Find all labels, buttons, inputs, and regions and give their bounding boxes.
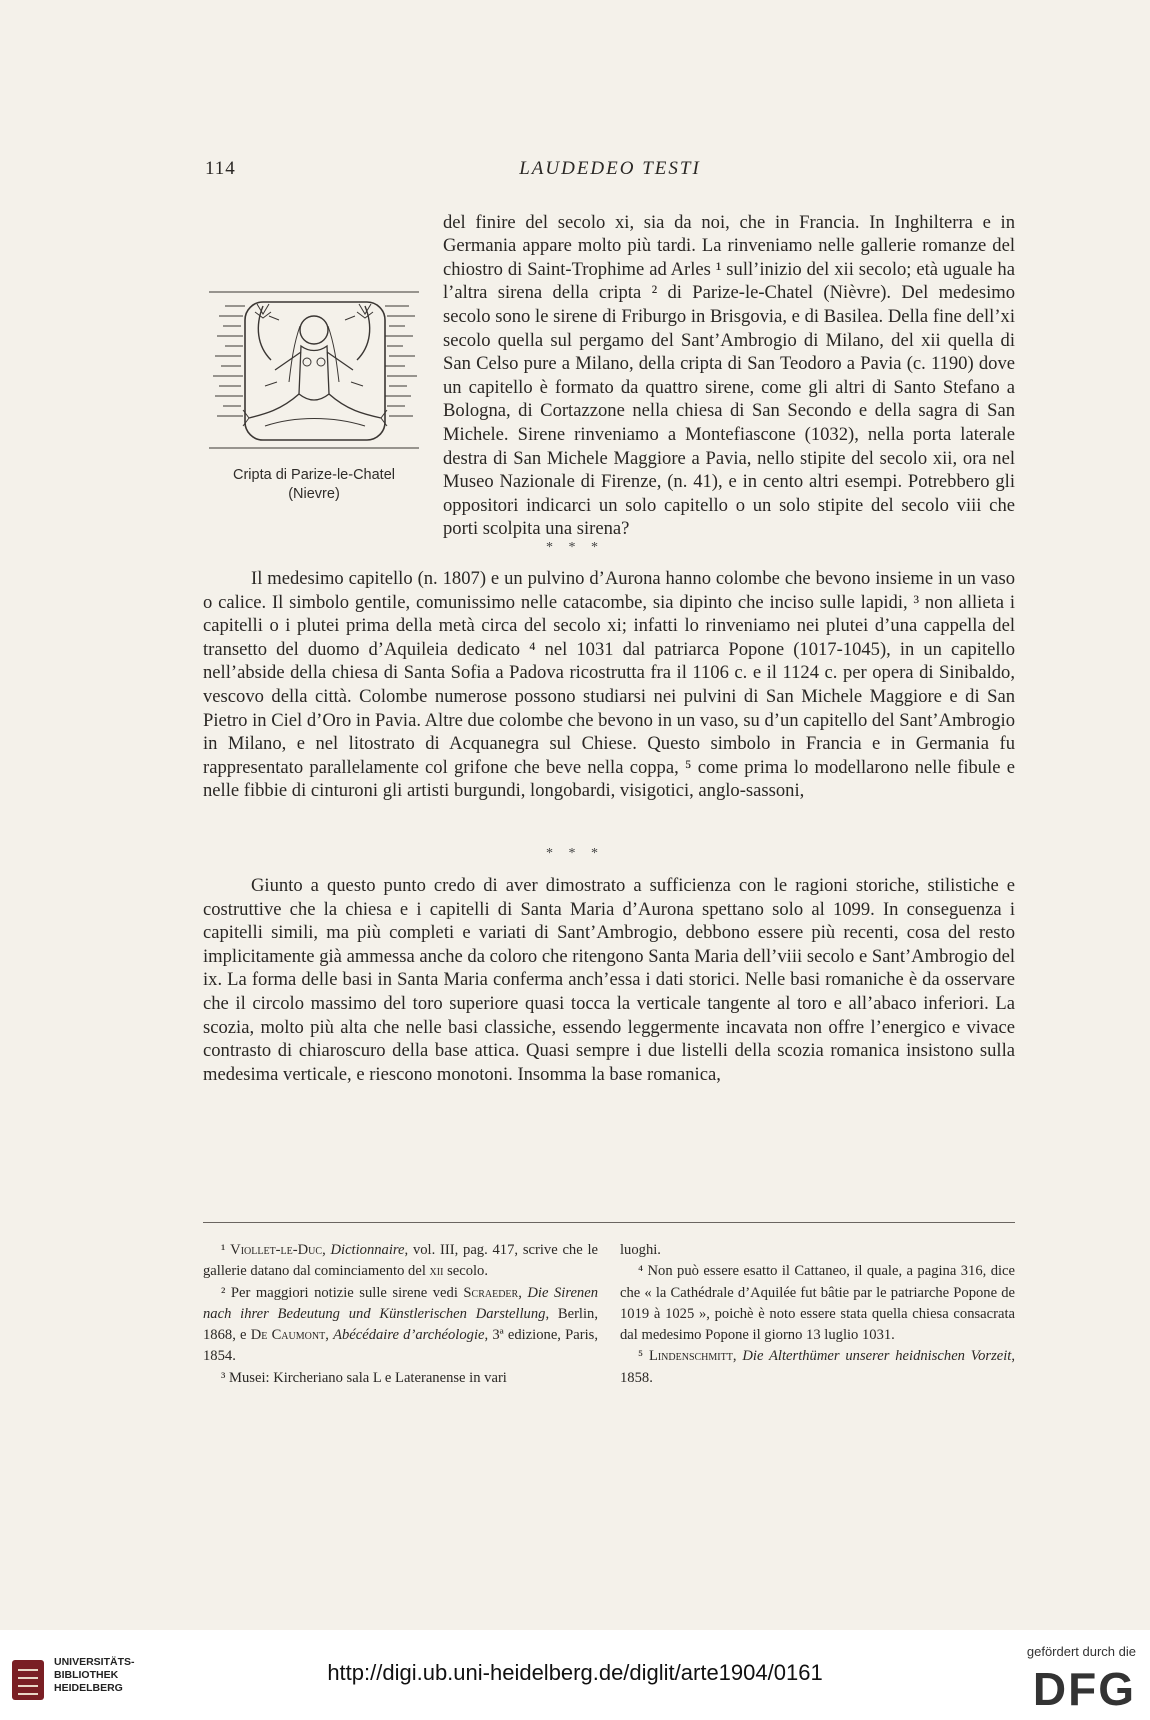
viewer-footer	[0, 1630, 1150, 1720]
footnote-3: ³ Musei: Kircheriano sala L e Lateranense in vari	[221, 1369, 507, 1386]
footnote-rule	[203, 1222, 1015, 1223]
caption-line-2: (Nievre)	[288, 486, 340, 502]
figure-siren	[203, 286, 443, 548]
footnotes-right-column	[620, 1240, 1015, 1389]
running-title: LAUDEDEO TESTI	[519, 158, 701, 179]
library-name-line-3: HEIDELBERG	[54, 1682, 123, 1694]
section-sirens	[203, 192, 1015, 560]
figure-caption	[203, 466, 425, 504]
footnotes-left-column	[203, 1240, 598, 1389]
footnote-5: ⁵ Lindenschmitt, Die Alterthümer unserer heidnischen Vorzeit, 1858.	[620, 1348, 1016, 1386]
running-header	[205, 158, 1015, 184]
library-name-line-1: UNIVERSITÄTS-	[54, 1656, 135, 1668]
section-separator: * * *	[546, 540, 604, 555]
footnote-4: ⁴ Non può essere esatto il Cattaneo, il quale, a pagina 316, dice che « la Cathédrale d’Aquilée fut bâtie par le patriarche Popone de 1019 à 1025 », poichè è noto essere stata quella chiesa consacrata dal medesimo Popone il giorno 13 luglio 1031.	[620, 1263, 1015, 1344]
section-separator: * * *	[546, 846, 604, 861]
footnote-3-cont: luoghi.	[620, 1242, 661, 1258]
dfg-logo[interactable]: DFG	[1032, 1663, 1136, 1715]
siren-engraving-image	[205, 286, 423, 454]
footnote-2: ² Per maggiori notizie sulle sirene vedi Scraeder, Die Sirenen nach ihrer Bedeutung und Künstlerischen Darstellung, Berlin, 1868, e De Caumont, Abécédaire d’archéologie, 3ª edizione, Paris, 1854.	[203, 1284, 599, 1365]
library-name-line-2: BIBLIOTHEK	[54, 1669, 119, 1681]
page-number: 114	[205, 158, 236, 179]
section-bases	[203, 874, 1015, 1086]
paragraph-doves: Il medesimo capitello (n. 1807) e un pulvino d’Aurona hanno colombe che bevono insieme in un vaso o calice. Il simbolo gentile, comunissimo nelle catacombe, sia dipinto che inciso sulle lapidi, ³ non allieta i capitelli o i plutei prima della metà circa del secolo xi; infatti lo rinveniamo nei plutei d’una cappella del transetto del duomo d’Aquileia dedicato ⁴ nel 1031 dal patriarca Popone (1017-1045), in un capitello nell’abside della chiesa di Santa Sofia a Padova ricostrutta fra il 1106 c. e il 1124 c. per opera di Sinibaldo, vescovo della città. Colombe numerose possono studiarsi nei pulvini di San Michele Maggiore e di San Pietro in Ciel d’Oro in Pavia. Altre due colombe che bevono in un vaso, su d’un capitello del Sant’Ambrogio in Milano, e nel litostrato di Acquanegra sul Chiese. Questo simbolo in Francia e in Germania fu rappresentato parallelamente col grifone che beve nella coppa, ⁵ come prima lo modellarono nelle fibule e nelle fibbie di cinturoni gli artisti burgundi, longobardi, visigotici, anglo-sassoni,	[203, 568, 1015, 802]
footnote-1: ¹ Viollet-le-Duc, Dictionnaire, vol. III, pag. 417, scrive che le gallerie datano dal cominciamento del xii secolo.	[203, 1242, 598, 1280]
paragraph-bases: Giunto a questo punto credo di aver dimostrato a sufficienza con le ragioni storiche, stilistiche e costruttive che la chiesa e i capitelli di Santa Maria d’Aurona spettano solo al 1099. In conseguenza i capitelli simili, ma più completi e variati di Sant’Ambrogio, debbono essere più recenti, cosa del resto implicitamente già ammessa anche da coloro che ritengono Santa Maria dell’viii secolo e Sant’Ambrogio del ix. La forma delle basi in Santa Maria conferma anch’essa i dati storici. Nelle basi romaniche è da osservare che il circolo massimo del toro superiore quasi tocca la verticale tangente al toro e all’abaco inferiori. La scozia, molto più alta che nelle basi classiche, essendo leggermente incavata non offre l’energico e vivace contrasto di chiaroscuro della base attica. Quasi sempre i due listelli della scozia romanica insistono sulla medesima verticale, e riescono monotoni. Insomma la base romanica,	[203, 875, 1015, 1085]
section-doves	[203, 567, 1015, 803]
permalink-url[interactable]: http://digi.ub.uni-heidelberg.de/diglit/arte1904/0161	[327, 1660, 823, 1685]
caption-line-1: Cripta di Parize-le-Chatel	[233, 467, 395, 483]
paragraph-sirens: del finire del secolo xi, sia da noi, che in Francia. In Inghilterra e in Germania appare molto più tardi. La rinveniamo nelle gallerie romanze del chiostro di Saint-Trophime ad Arles ¹ sull’inizio del xii secolo; età uguale ha l’altra sirena della cripta ² di Parize-le-Chatel (Nièvre). Del medesimo secolo sono le sirene di Friburgo in Brisgovia, e di Basilea. Della fine dell’xi secolo quella sul pergamo del Sant’Ambrogio di Milano, del xii quella di San Celso pure a Milano, della cripta di San Teodoro a Pavia (c. 1190) dove un capitello è formato da quattro sirene, come gli altri di Santo Stefano a Bologna, di Cortazzone nella chiesa di San Secondo e della sagra di San Michele. Sirene rinveniamo a Montefiascone (1032), nella porta laterale destra di San Michele Maggiore a Pavia, nello stipite del secolo xii, ora nel Museo Nazionale di Firenze, (n. 41), e in cento altri esempi. Potrebbero gli oppositori indicarci un solo capitello o un solo stipite del secolo viii che porti scolpita una sirena?	[443, 211, 1015, 540]
funding-label: gefördert durch die	[1026, 1644, 1136, 1659]
